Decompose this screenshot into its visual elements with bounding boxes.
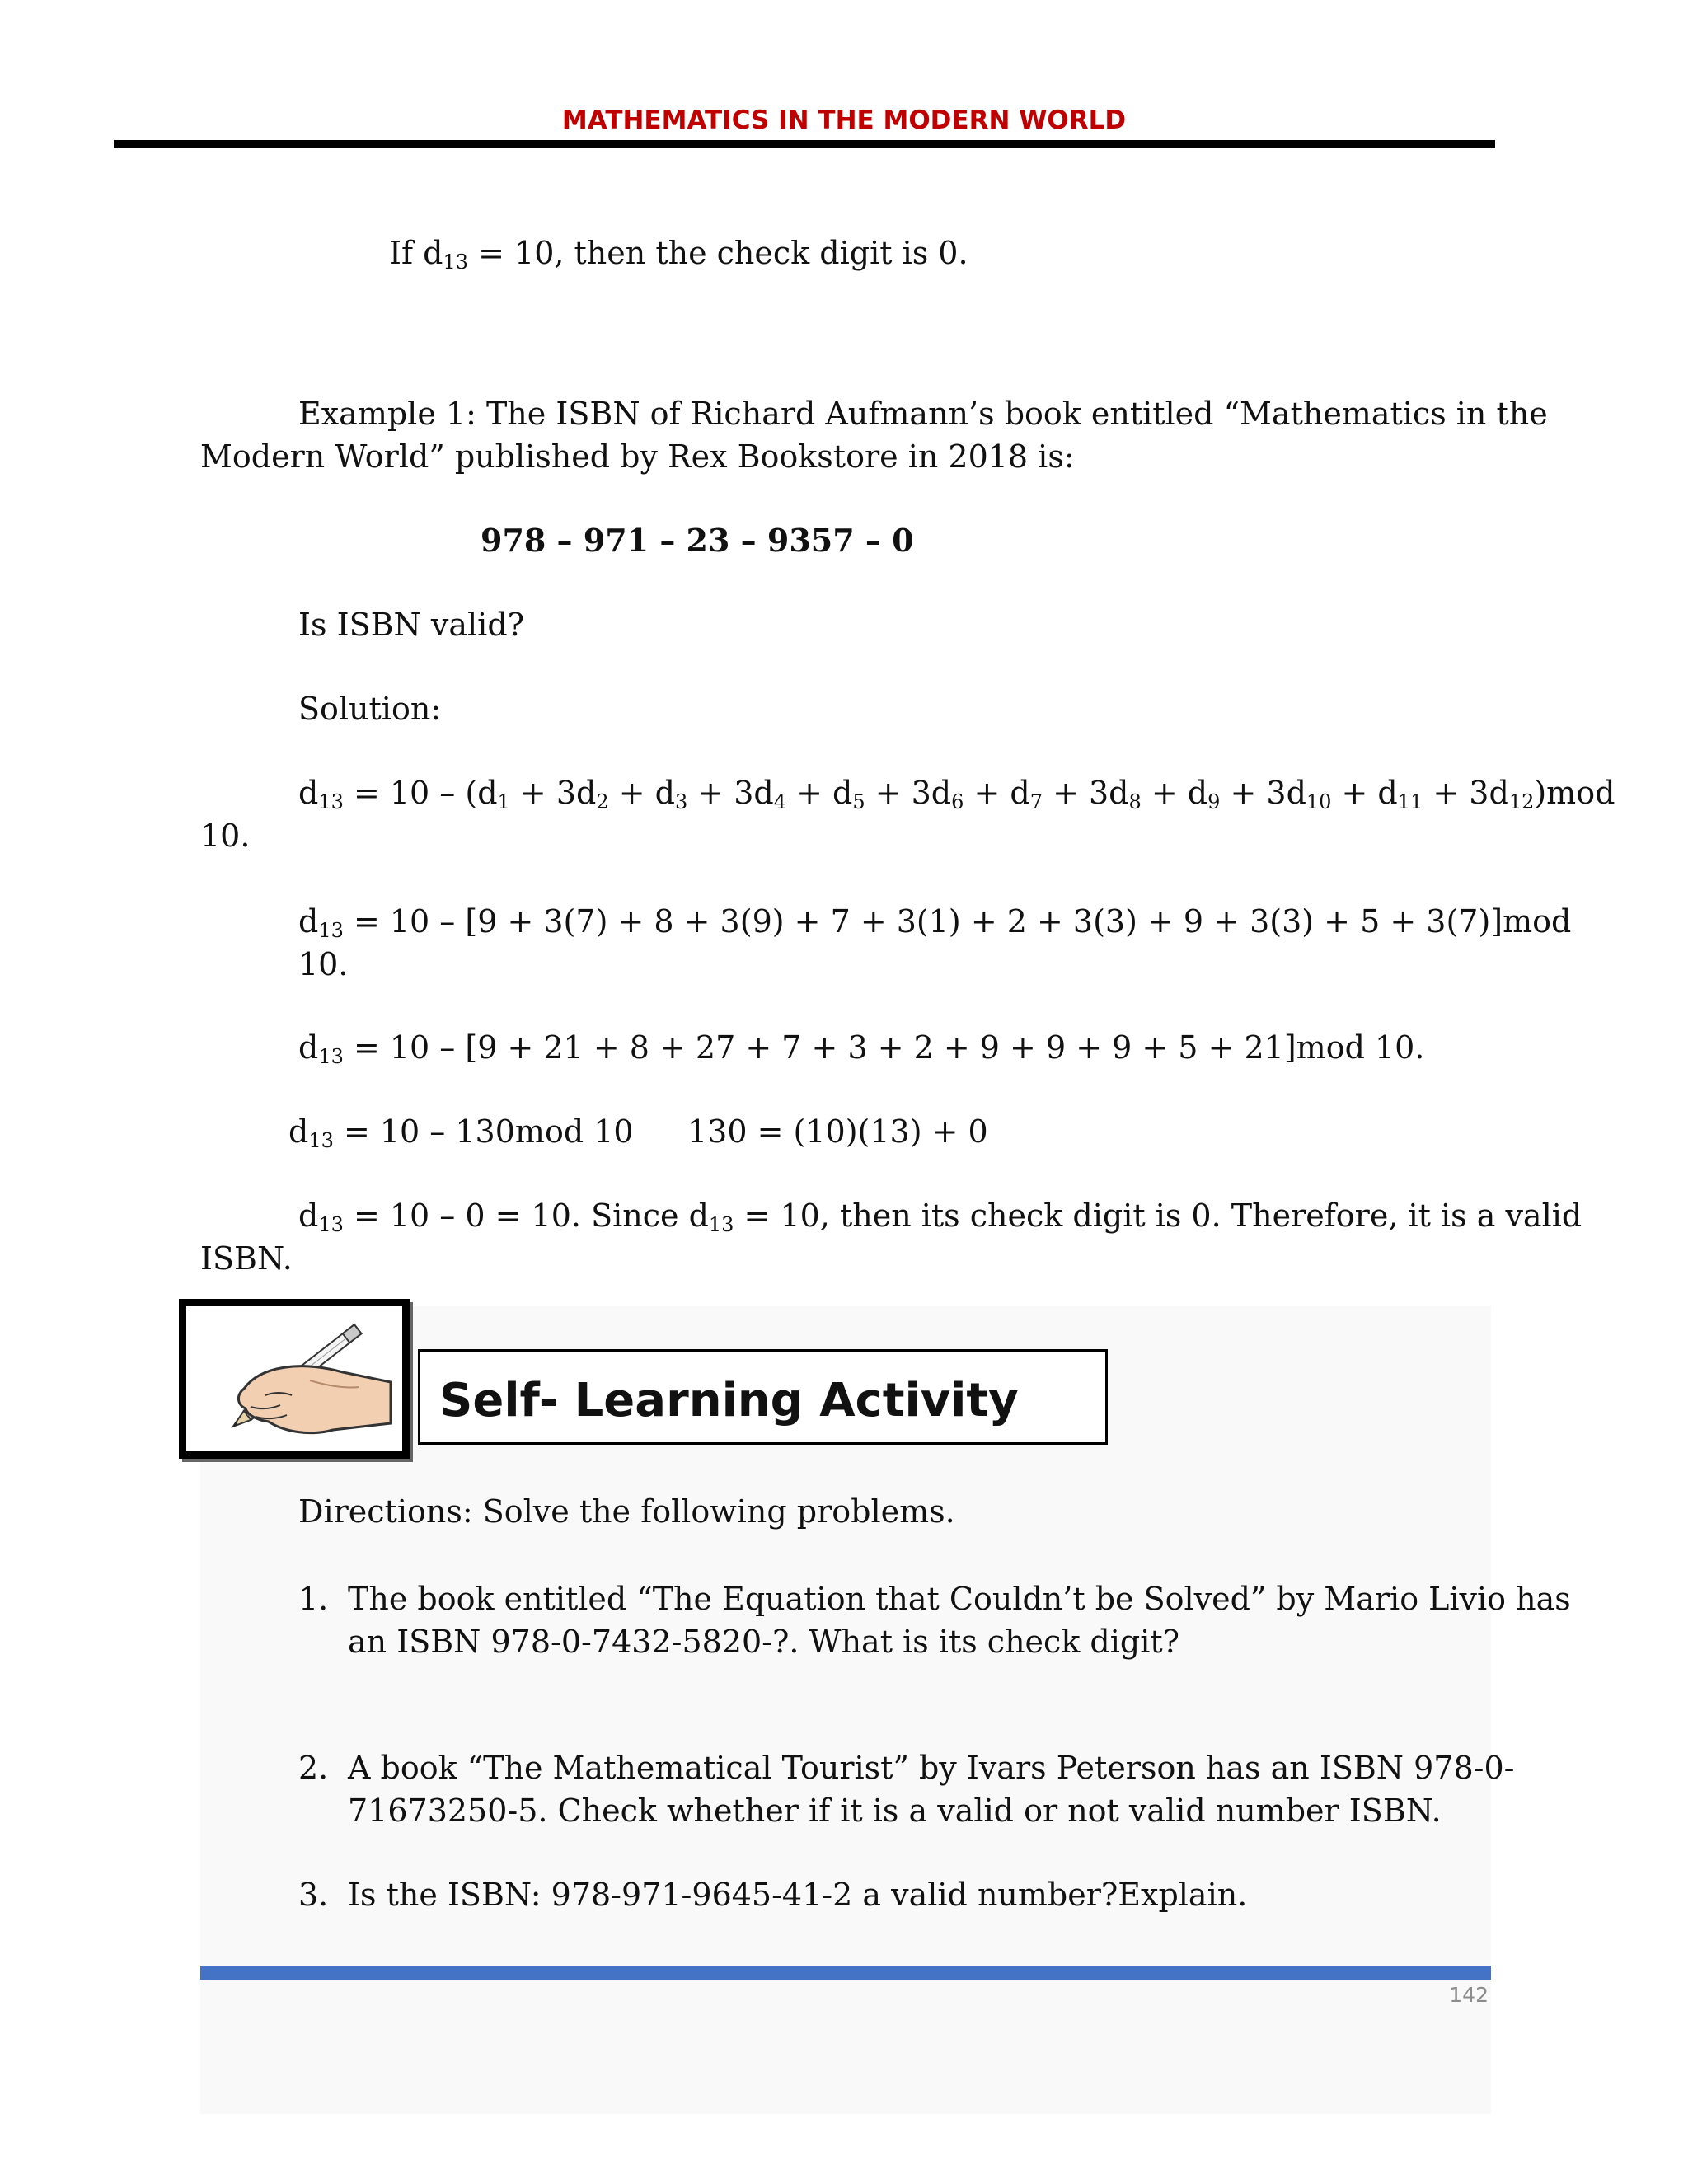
example-line-1: Example 1: The ISBN of Richard Aufmann’s book entitled “Mathematics in the	[298, 396, 1548, 432]
step-3-line: $d_{13} = 10 - [9 + 21 + 8 + 27 + 7 + 3 + 2 + 9 + 9 + 9 + 5 + 21]mod$ 10.	[298, 1029, 1425, 1068]
formula-line-cont: 10.	[200, 818, 251, 854]
footer-bar	[200, 1966, 1491, 1980]
solution-label: Solution:	[298, 691, 442, 727]
activity-icon-frame	[179, 1299, 410, 1459]
formula-line: $d_{13} = 10 - (d_1 + 3d_2 + d_3 + 3d_4 + d_5 + 3d_6 + d_7 + 3d_8 + d_9 + 3d_{10} + d_{11} + 3d_{12})mod$	[298, 775, 1615, 813]
conclusion-line: $d_{13} = 10 - 0 = 10$. Since $d_{13} = 10$, then its check digit is 0. Therefore, it is a valid	[298, 1197, 1582, 1236]
step-2-line: $d_{13} = 10 - [9 + 3(7) + 8 + 3(9) + 7 + 3(1) + 2 + 3(3) + 9 + 3(3) + 5 + 3(7)]mod$	[298, 903, 1572, 942]
hand-writing-pencil-icon	[186, 1306, 402, 1451]
problem-1-line-1: The book entitled “The Equation that Couldn’t be Solved” by Mario Livio has	[348, 1581, 1571, 1617]
check-rule-text-pre: If d	[389, 235, 443, 271]
problem-3-number: 3.	[298, 1877, 329, 1913]
conclusion-line-cont: ISBN.	[200, 1240, 293, 1277]
page-header-title: MATHEMATICS IN THE MODERN WORLD	[561, 105, 1127, 135]
check-rule-text-post: = 10, then the check digit is 0.	[468, 235, 968, 271]
problem-2-line-2: 71673250-5. Check whether if it is a valid or not valid number ISBN.	[348, 1793, 1442, 1829]
step-4-line: $d_{13} = 10 - 130mod$ 10	[288, 1113, 634, 1152]
page-number: 142	[1449, 1983, 1489, 2007]
header-rule	[114, 140, 1495, 148]
example-question: Is ISBN valid?	[298, 607, 525, 643]
problem-2-line-1: A book “The Mathematical Tourist” by Ivars Peterson has an ISBN 978-0-	[348, 1750, 1515, 1786]
example-isbn: 978 – 971 – 23 – 9357 – 0	[481, 522, 914, 559]
activity-directions: Directions: Solve the following problems.	[298, 1493, 955, 1530]
step-2-line-cont: 10.	[298, 946, 349, 982]
step-4-division: 130 = (10)(13) + 0	[687, 1113, 988, 1150]
check-rule-subscript: 13	[443, 251, 469, 274]
example-line-2: Modern World” published by Rex Bookstore in 2018 is:	[200, 438, 1075, 475]
problem-2-number: 2.	[298, 1750, 329, 1786]
problem-1-line-2: an ISBN 978-0-7432-5820-?. What is its check digit?	[348, 1624, 1180, 1660]
activity-title: Self- Learning Activity	[439, 1374, 1019, 1427]
check-digit-rule	[389, 232, 968, 274]
problem-1-number: 1.	[298, 1581, 329, 1617]
problem-3-line-1: Is the ISBN: 978-971-9645-41-2 a valid number?Explain.	[348, 1877, 1248, 1913]
